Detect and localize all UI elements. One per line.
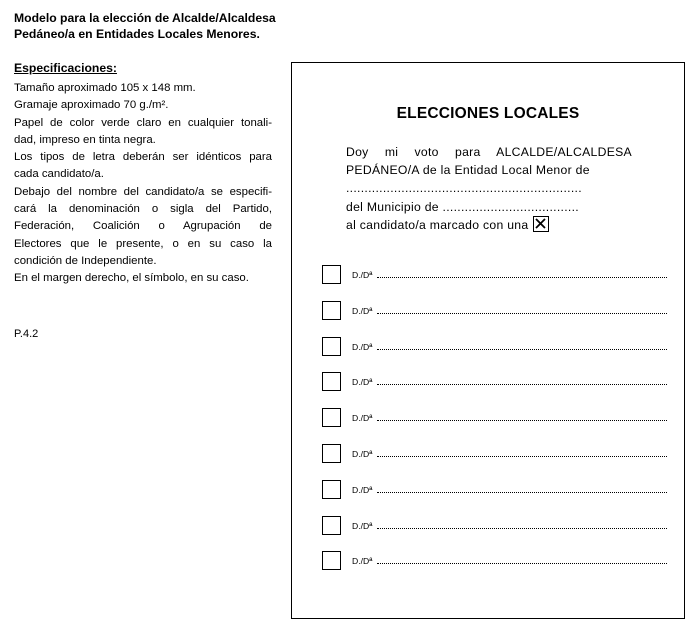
spec-line: Electores que le presente, o en su caso la	[14, 237, 272, 250]
candidate-row	[322, 301, 667, 337]
spec-line: Papel de color verde claro en cualquier tonali-	[14, 116, 272, 129]
candidate-name-blank	[377, 349, 667, 350]
spec-line: Los tipos de letra deberán ser idénticos para	[14, 151, 272, 164]
candidate-label: D./Dª	[352, 556, 373, 567]
vote-checkbox[interactable]	[322, 372, 341, 391]
candidate-row	[322, 337, 667, 373]
candidate-row	[322, 444, 667, 480]
vote-line	[346, 216, 632, 234]
vote-checkbox[interactable]	[322, 551, 341, 570]
mark-instruction: al candidato/a marcado con una	[346, 217, 529, 232]
municipality-blank: del Municipio de .....................................	[346, 199, 579, 214]
candidate-row	[322, 372, 667, 408]
document-title	[14, 11, 294, 42]
candidate-name-blank	[377, 420, 667, 421]
candidate-row	[322, 408, 667, 444]
candidate-list	[322, 265, 667, 587]
spec-line: En el margen derecho, el símbolo, en su caso.	[14, 272, 249, 285]
candidate-label: D./Dª	[352, 377, 373, 388]
candidate-label: D./Dª	[352, 448, 373, 459]
vote-line: PEDÁNEO/A de la Entidad Local Menor de	[346, 163, 590, 178]
vote-checkbox[interactable]	[322, 516, 341, 535]
candidate-label: D./Dª	[352, 520, 373, 531]
candidate-row	[322, 265, 667, 301]
specifications-text	[14, 80, 272, 288]
candidate-name-blank	[377, 456, 667, 457]
specifications-heading: Especificaciones:	[14, 61, 117, 75]
candidate-name-blank	[377, 492, 667, 493]
candidate-label: D./Dª	[352, 305, 373, 316]
reference-code: P.4.2	[14, 328, 39, 340]
ballot-title: ELECCIONES LOCALES	[396, 105, 580, 122]
vote-checkbox[interactable]	[322, 408, 341, 427]
ballot-paper	[291, 62, 685, 619]
vote-checkbox[interactable]	[322, 444, 341, 463]
vote-checkbox[interactable]	[322, 337, 341, 356]
spec-line: cada candidato/a.	[14, 168, 104, 181]
document-title-line-2: Pedáneo/a en Entidades Locales Menores.	[14, 26, 260, 41]
candidate-row	[322, 480, 667, 516]
spec-line: cará la denominación o sigla del Partido,	[14, 203, 272, 216]
candidate-row	[322, 551, 667, 587]
candidate-name-blank	[377, 563, 667, 564]
vote-line: Doy mi voto para ALCALDE/ALCALDESA	[346, 145, 632, 159]
spec-line: Debajo del nombre del candidato/a se especifi-	[14, 185, 272, 198]
document-title-line-1: Modelo para la elección de Alcalde/Alcaldesa	[14, 11, 276, 25]
candidate-label: D./Dª	[352, 413, 373, 424]
candidate-label: D./Dª	[352, 341, 373, 352]
spec-line: Federación, Coalición o Agrupación de	[14, 220, 272, 233]
spec-line: Gramaje aproximado 70 g./m².	[14, 99, 169, 112]
vote-statement	[346, 143, 632, 234]
x-mark-icon	[533, 216, 549, 232]
candidate-name-blank	[377, 313, 667, 314]
vote-checkbox[interactable]	[322, 480, 341, 499]
spec-line: condición de Independiente.	[14, 254, 157, 267]
entity-name-blank: ................................................................	[346, 181, 582, 196]
candidate-name-blank	[377, 384, 667, 385]
candidate-label: D./Dª	[352, 270, 373, 280]
candidate-label: D./Dª	[352, 484, 373, 495]
spec-line: dad, impreso en tinta negra.	[14, 133, 156, 146]
vote-checkbox[interactable]	[322, 301, 341, 320]
candidate-name-blank	[377, 528, 667, 529]
spec-line: Tamaño aproximado 105 x 148 mm.	[14, 82, 196, 94]
candidate-row	[322, 516, 667, 552]
candidate-name-blank	[377, 277, 667, 278]
vote-checkbox[interactable]	[322, 265, 341, 284]
